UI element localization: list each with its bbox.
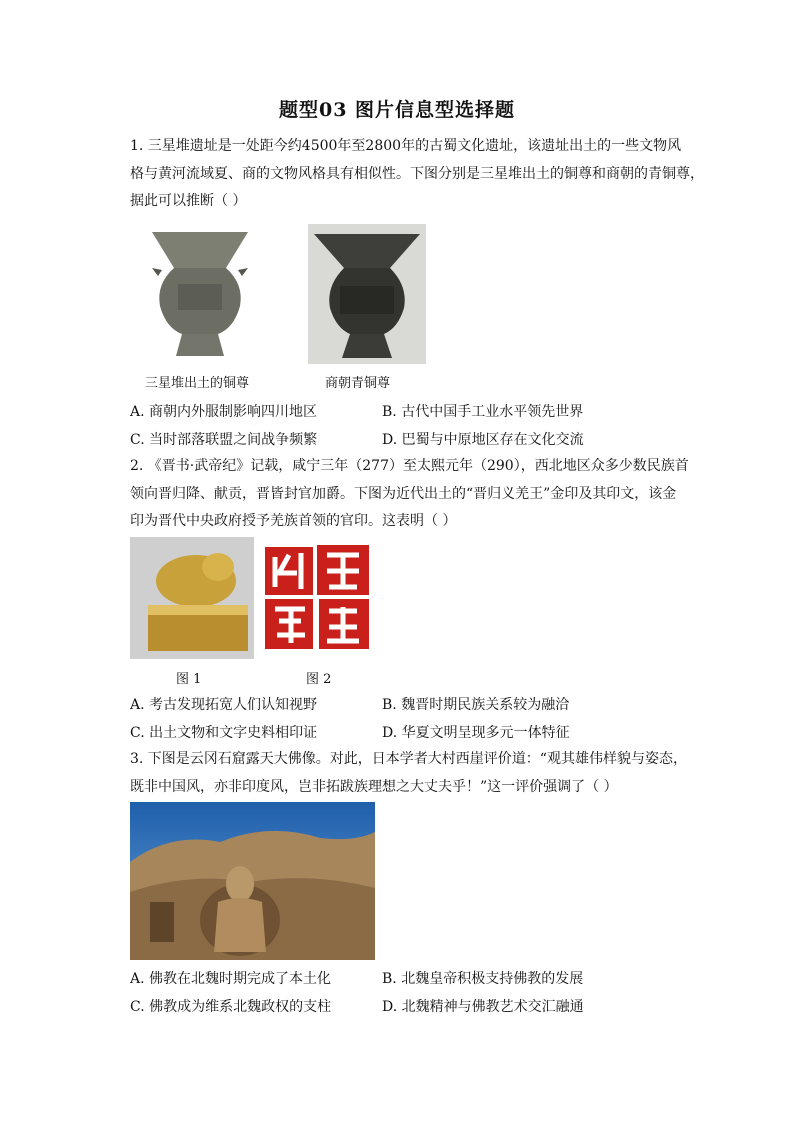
q1-stem-line-2: 格与黄河流域夏、商的文物风格具有相似性。下图分别是三星堆出土的铜尊和商朝的青铜尊， bbox=[130, 166, 704, 182]
q2-stem-line-2: 领向晋归降、献贡，晋皆封官加爵。下图为近代出土的“晋归义羌王”金印及其印文，该金 bbox=[130, 486, 677, 502]
gold-seal-image bbox=[130, 537, 254, 659]
q1-option-b[interactable]: B. 古代中国手工业水平领先世界 bbox=[382, 404, 584, 420]
q3-option-d[interactable]: D. 北魏精神与佛教艺术交汇融通 bbox=[382, 999, 584, 1015]
sanxingdui-zun-image bbox=[130, 224, 270, 364]
q2-stem-line-3: 印为晋代中央政府授予羌族首领的官印。这表明（ ） bbox=[130, 513, 457, 529]
q2-caption-fig1: 图 1 bbox=[176, 672, 202, 687]
q1-option-d[interactable]: D. 巴蜀与中原地区存在文化交流 bbox=[382, 432, 584, 448]
q1-stem-line-1: 1. 三星堆遗址是一处距今约4500年至2800年的古蜀文化遗址，该遗址出土的一些文物风 bbox=[130, 138, 682, 154]
q3-stem-line-2: 既非中国风，亦非印度风，岂非拓跋族理想之大丈夫乎！”这一评价强调了（ ） bbox=[130, 779, 618, 795]
q1-caption-shang: 商朝青铜尊 bbox=[325, 376, 391, 391]
q3-stem-line-1: 3. 下图是云冈石窟露天大佛像。对此，日本学者大村西崖评价道：“观其雄伟样貌与姿态， bbox=[130, 751, 687, 767]
q1-option-c[interactable]: C. 当时部落联盟之间战争频繁 bbox=[130, 432, 318, 448]
q1-stem-line-3: 据此可以推断（ ） bbox=[130, 193, 247, 209]
q3-option-c[interactable]: C. 佛教成为维系北魏政权的支柱 bbox=[130, 999, 332, 1015]
q1-caption-sanxingdui: 三星堆出土的铜尊 bbox=[145, 376, 250, 391]
q2-option-a[interactable]: A. 考古发现拓宽人们认知视野 bbox=[130, 697, 318, 713]
yungang-buddha-image bbox=[130, 802, 375, 960]
q2-stem-line-1: 2. 《晋书·武帝纪》记载，咸宁三年（277）至太熙元年（290），西北地区众多少数民族首 bbox=[130, 458, 689, 474]
q3-option-a[interactable]: A. 佛教在北魏时期完成了本土化 bbox=[130, 971, 332, 987]
q2-caption-fig2: 图 2 bbox=[306, 672, 332, 687]
page-title: 题型03 图片信息型选择题 bbox=[278, 99, 516, 121]
q2-option-b[interactable]: B. 魏晋时期民族关系较为融洽 bbox=[382, 697, 570, 713]
q2-option-c[interactable]: C. 出土文物和文字史料相印证 bbox=[130, 725, 318, 741]
seal-imprint-image bbox=[257, 537, 379, 659]
q2-option-d[interactable]: D. 华夏文明呈现多元一体特征 bbox=[382, 725, 570, 741]
shang-bronze-zun-image bbox=[308, 224, 426, 364]
q3-option-b[interactable]: B. 北魏皇帝积极支持佛教的发展 bbox=[382, 971, 584, 987]
q1-option-a[interactable]: A. 商朝内外服制影响四川地区 bbox=[130, 404, 318, 420]
